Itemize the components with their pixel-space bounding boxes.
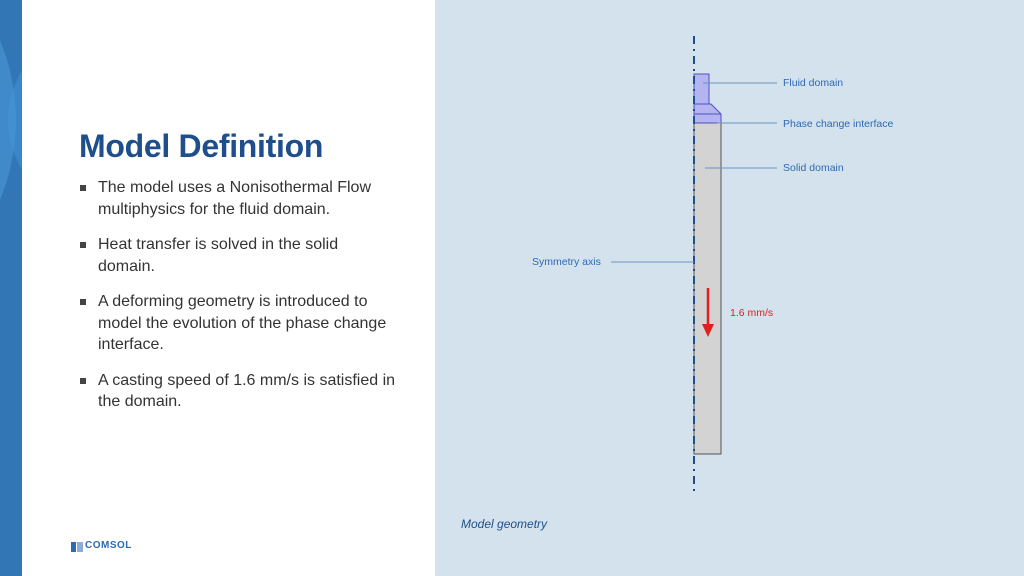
bullet-square-icon xyxy=(80,299,86,305)
label-solid-domain: Solid domain xyxy=(783,162,844,174)
label-fluid-domain: Fluid domain xyxy=(783,77,844,89)
bullet-square-icon xyxy=(80,242,86,248)
text-panel xyxy=(22,0,435,576)
bullet-square-icon xyxy=(80,378,86,384)
bullet-item xyxy=(78,370,398,413)
comsol-logo xyxy=(71,541,151,553)
bullet-list xyxy=(78,177,398,427)
left-accent-strip xyxy=(0,0,22,576)
comsol-logo-icon xyxy=(71,542,83,552)
bullet-text: A casting speed of 1.6 mm/s is satisfied in the domain. xyxy=(98,371,396,410)
bullet-square-icon xyxy=(80,185,86,191)
label-casting-speed: 1.6 mm/s xyxy=(730,307,774,319)
bullet-text: Heat transfer is solved in the solid domain. xyxy=(98,236,339,275)
fluid-domain-shape xyxy=(694,74,709,104)
logo-text: COMSOL xyxy=(85,540,132,551)
model-geometry-figure xyxy=(435,0,1024,576)
bullet-item xyxy=(78,234,398,277)
bullet-item xyxy=(78,177,398,220)
slide-title: Model Definition xyxy=(79,128,324,164)
label-phase-change-interface: Phase change interface xyxy=(783,118,894,130)
label-symmetry-axis: Symmetry axis xyxy=(532,256,601,268)
bullet-text: The model uses a Nonisothermal Flow multiphysics for the fluid domain. xyxy=(98,179,372,218)
figure-panel xyxy=(435,0,1024,576)
bullet-text: A deforming geometry is introduced to model the evolution of the phase change interface. xyxy=(98,293,387,353)
figure-caption: Model geometry xyxy=(461,517,548,531)
bullet-item xyxy=(78,291,398,356)
